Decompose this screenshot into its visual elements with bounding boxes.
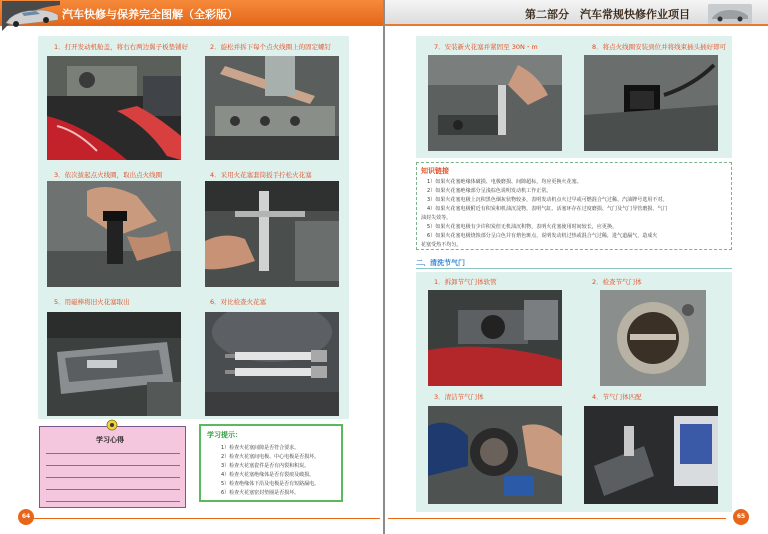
photo-match-throttle bbox=[584, 406, 718, 504]
knowledge-line: 1）如果火花塞绝缘体破损、电极磨损、间隙超标，均应更换火花塞。 bbox=[427, 179, 582, 185]
knowledge-line: 花塞受热不均匀。 bbox=[421, 242, 462, 248]
hint-line: 5）检查绝缘体下沿及电极是否有短路漏电。 bbox=[221, 481, 320, 487]
right-header-title: 第二部分 汽车常规快修作业项目 bbox=[525, 8, 690, 21]
step-caption: 5．用磁棒将旧火花塞取出 bbox=[54, 298, 130, 306]
knowledge-line: 3）如果火花塞电极上沉积黑色烟灰状物较多，表明发动机点火过早或可燃混合气过稀、汽油牌号选用不对。 bbox=[427, 197, 668, 203]
photo-open-hood bbox=[47, 56, 181, 160]
photo-pull-coil bbox=[47, 181, 181, 287]
step-caption: 6．对比检查火花塞 bbox=[210, 298, 267, 306]
hint-line: 4）检查火花塞绝缘体是否有裂痕及破损。 bbox=[221, 472, 315, 478]
hint-line: 6）检查火花塞密封垫圈是否损坏。 bbox=[221, 490, 300, 496]
photo-install-coil bbox=[584, 55, 718, 151]
step-caption: 2．检查节气门体 bbox=[592, 278, 642, 286]
study-notes-box bbox=[39, 426, 186, 508]
study-line bbox=[46, 489, 180, 490]
hint-line: 3）检查火花塞瓷件是否有内裂和积炭。 bbox=[221, 463, 310, 469]
study-line bbox=[46, 477, 180, 478]
photo-loosen-bolts bbox=[205, 56, 339, 160]
right-bottom-rule bbox=[388, 518, 726, 519]
learning-hint-title: 学习提示： bbox=[207, 431, 242, 439]
knowledge-line: 油封失效等。 bbox=[421, 215, 452, 221]
knowledge-line: 2）如果火花塞绝缘部分呈浅棕色说明发动机工作正常。 bbox=[427, 188, 552, 194]
sports-car-logo bbox=[2, 1, 60, 31]
photo-install-plug bbox=[428, 55, 562, 151]
photo-clean-throttle bbox=[428, 406, 562, 504]
photo-wrench-plug bbox=[205, 181, 339, 287]
page-number-right: 65 bbox=[733, 509, 749, 525]
study-notes-title: 学习心得 bbox=[96, 436, 124, 444]
knowledge-link-title: 知识链接 bbox=[421, 167, 449, 175]
step-caption: 7．安装新火花塞并紧固至 30N・m bbox=[434, 43, 538, 51]
left-header-title: 汽车快修与保养完全图解（全彩版） bbox=[62, 8, 238, 21]
car-thumbnail-icon bbox=[708, 4, 752, 24]
photo-remove-hose bbox=[428, 290, 562, 386]
step-caption: 4．节气门体匹配 bbox=[592, 393, 642, 401]
pushpin-icon bbox=[105, 419, 119, 433]
knowledge-line: 6）如果火花塞电极烧蚀部分呈白色并有熔色斑点，说明发动机过热或混合气过稀，进气道漏气，造成火 bbox=[427, 233, 658, 239]
study-line bbox=[46, 465, 180, 466]
step-caption: 3．清洁节气门体 bbox=[434, 393, 484, 401]
page-number-left: 64 bbox=[18, 509, 34, 525]
left-bottom-rule bbox=[30, 518, 380, 519]
step-caption: 2．旋松并拆下每个点火线圈上的固定螺钉 bbox=[210, 43, 332, 51]
learning-hint-box bbox=[199, 424, 343, 502]
photo-inspect-throttle bbox=[600, 290, 706, 386]
section-title: 二、清洗节气门 bbox=[416, 259, 465, 267]
study-line bbox=[46, 501, 180, 502]
step-caption: 1．拆卸节气门体软管 bbox=[434, 278, 497, 286]
step-caption: 4．采用火花塞套筒扳手拧松火花塞 bbox=[210, 171, 312, 179]
section-underline bbox=[416, 268, 732, 269]
photo-compare-plugs bbox=[205, 312, 339, 416]
hint-line: 2）检查火花塞间电极、中心电极是否损坏。 bbox=[221, 454, 320, 460]
step-caption: 8．将点火线圈安装到位并将线束插头插好即可 bbox=[592, 43, 727, 51]
step-caption: 1．打开发动机舱盖，将右右两边翼子板垫铺好 bbox=[54, 43, 189, 51]
knowledge-line: 4）如果火花塞电极附近有积炭和机油沉淀物，表明气缸、活塞环存在过度磨损、气门及气门导管磨损、气门 bbox=[427, 206, 668, 212]
photo-remove-plug bbox=[47, 312, 181, 416]
study-line bbox=[46, 453, 180, 454]
knowledge-line: 5）如果火花塞电极有少许积炭但无机油沉积物，表明火花塞使用时间较长，应更换。 bbox=[427, 224, 618, 230]
left-page bbox=[0, 0, 383, 534]
knowledge-link-box bbox=[416, 162, 732, 250]
step-caption: 3．依次拔起点火线圈，取出点火线圈 bbox=[54, 171, 163, 179]
hint-line: 1）检查火花塞间隙是否符合要求。 bbox=[221, 445, 300, 451]
